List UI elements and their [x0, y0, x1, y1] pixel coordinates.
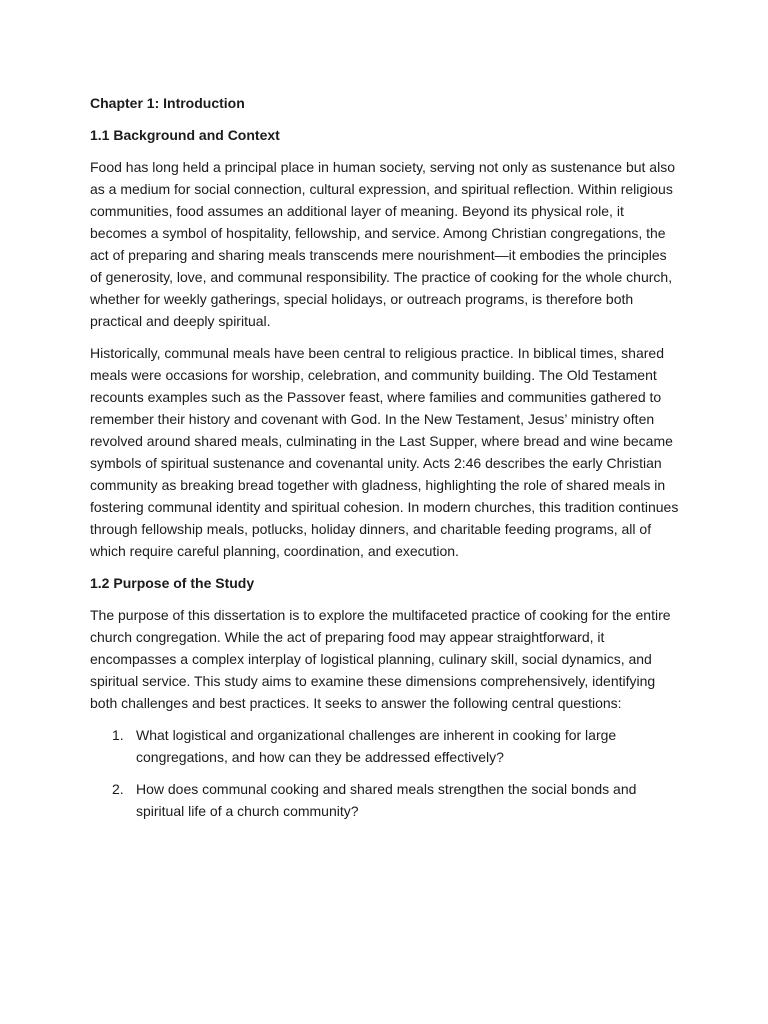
list-item: [90, 724, 680, 768]
paragraph-background-1: Food has long held a principal place in human society, serving not only as sustenance but also as a medium for social connection, cultural expression, and spiritual reflection. Within religious communities, food assumes an additional layer of meaning. Beyond its physical role, it becomes a symbol of hospitality, fellowship, and service. Among Christian congregations, the act of preparing and sharing meals transcends mere nourishment—it embodies the principles of generosity, love, and communal responsibility. The practice of cooking for the whole church, whether for weekly gatherings, special holidays, or outreach programs, is therefore both practical and deeply spiritual.: [90, 159, 675, 329]
chapter-title: Chapter 1: Introduction: [90, 95, 245, 111]
paragraph-purpose-1: The purpose of this dissertation is to explore the multifaceted practice of cooking for the entire church congregation. While the act of preparing food may appear straightforward, it encompasses a complex interplay of logistical planning, culinary skill, social dynamics, and spiritual service. This study aims to examine these dimensions comprehensively, identifying both challenges and best practices. It seeks to answer the following central questions:: [90, 607, 671, 711]
section-heading-background: 1.1 Background and Context: [90, 127, 280, 143]
research-questions-list: [90, 724, 680, 822]
list-item-number: 2.: [112, 781, 124, 797]
list-item-text: What logistical and organizational challenges are inherent in cooking for large congregations, and how can they be addressed effectively?: [136, 727, 617, 765]
list-item-text: How does communal cooking and shared meals strengthen the social bonds and spiritual life of a church community?: [136, 781, 637, 819]
list-item: [90, 778, 680, 822]
paragraph-background-2: Historically, communal meals have been central to religious practice. In biblical times, shared meals were occasions for worship, celebration, and community building. The Old Testament recounts examples such as the Passover feast, where families and communities gathered to remember their history and covenant with God. In the New Testament, Jesus’ ministry often revolved around shared meals, culminating in the Last Supper, where bread and wine became symbols of spiritual sustenance and covenantal unity. Acts 2:46 describes the early Christian community as breaking bread together with gladness, highlighting the role of shared meals in fostering communal identity and spiritual cohesion. In modern churches, this tradition continues through fellowship meals, potlucks, holiday dinners, and charitable feeding programs, all of which require careful planning, coordination, and execution.: [90, 345, 679, 559]
list-item-number: 1.: [112, 727, 124, 743]
section-heading-purpose: 1.2 Purpose of the Study: [90, 575, 255, 591]
document-page: [90, 92, 680, 832]
